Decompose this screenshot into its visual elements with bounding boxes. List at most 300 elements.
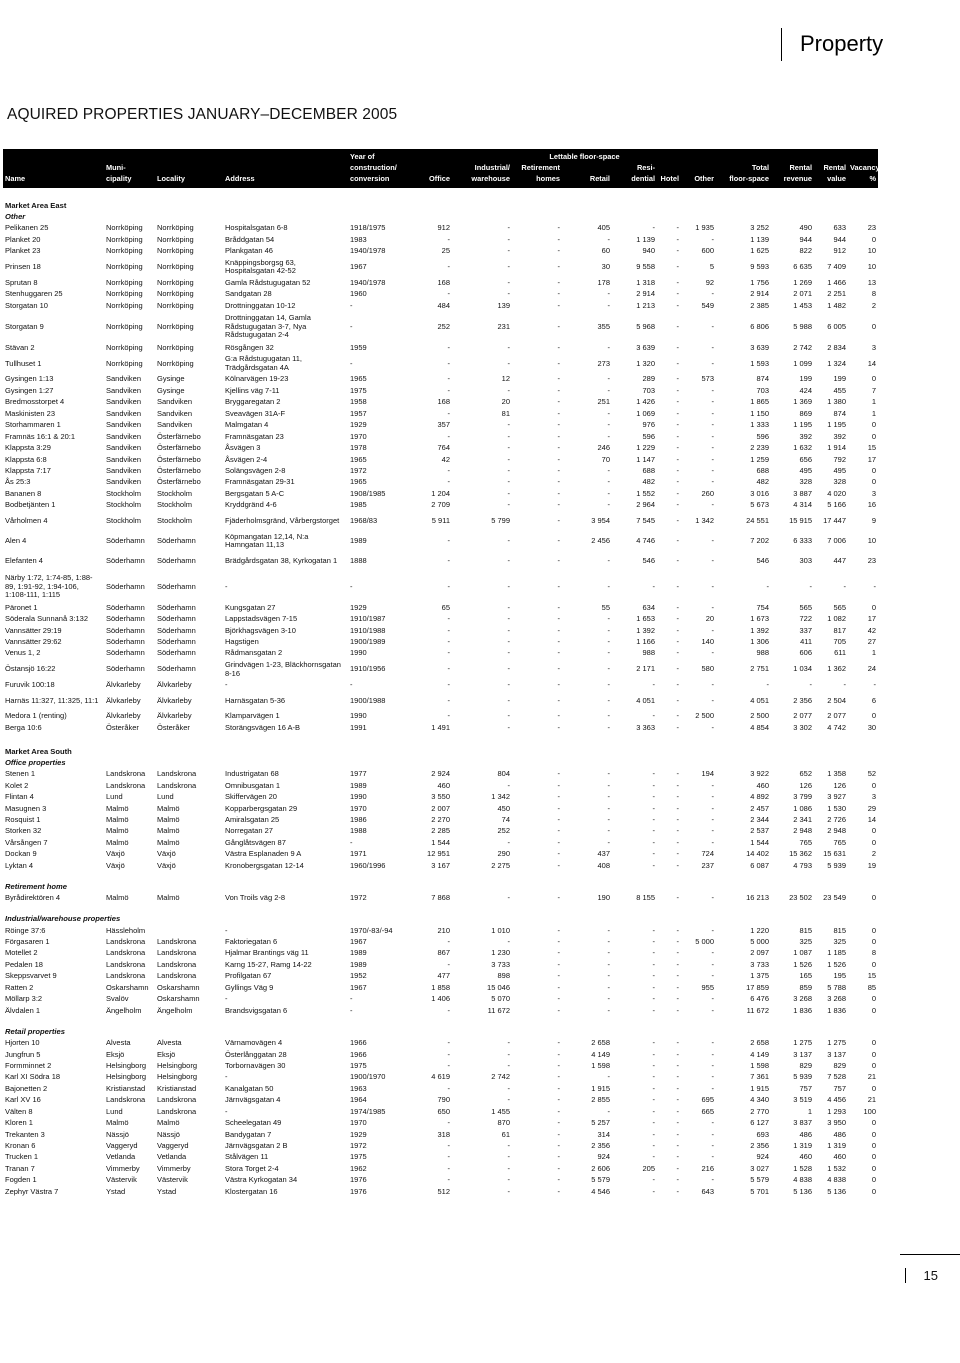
cell-vacancy: 1 (871, 408, 877, 418)
cell-municipality: Norrköping (106, 262, 143, 272)
table-row (3, 246, 878, 257)
cell-vacancy: 0 (871, 374, 877, 384)
cell-retail: - (607, 420, 610, 430)
table-row (3, 466, 878, 477)
cell-locality: Landskrona (157, 769, 197, 779)
cell-total: 703 (756, 385, 770, 395)
cell-name: Röinge 37:6 (5, 925, 46, 935)
cell-locality: Helsingborg (157, 1060, 198, 1070)
cell-name: Hjorten 10 (5, 1038, 40, 1048)
cell-other: 1 935 (695, 223, 715, 233)
cell-residential: 1 069 (636, 408, 656, 418)
cell-locality: Norrköping (157, 321, 194, 331)
cell-office: 65 (441, 602, 450, 612)
cell-retail: - (607, 477, 610, 487)
cell-vacancy: 17 (867, 614, 877, 624)
cell-rental-revenue: 6 635 (793, 262, 813, 272)
cell-name: Välten 8 (5, 1106, 33, 1116)
cell-rental-revenue: 869 (799, 408, 813, 418)
cell-rental-value: 2 251 (827, 289, 847, 299)
cell-year: 1908/1985 (350, 488, 386, 498)
cell-name: Tranan 7 (5, 1163, 35, 1173)
cell-office: - (447, 1049, 450, 1059)
cell-rental-revenue: 1 195 (793, 420, 813, 430)
cell-retail: - (607, 971, 610, 981)
cell-rental-revenue: 4 838 (793, 1175, 813, 1185)
cell-locality: Oskarshamn (157, 994, 200, 1004)
table-row (3, 1129, 878, 1140)
cell-rental-value: 633 (833, 223, 847, 233)
cell-locality: Landskrona (157, 1106, 197, 1116)
cell-office: - (447, 648, 450, 658)
cell-vacancy: 0 (871, 780, 877, 790)
cell-other: 549 (701, 300, 715, 310)
cell-municipality: Malmö (106, 814, 129, 824)
cell-locality: Sandviken (157, 397, 193, 407)
cell-retail: 1 915 (591, 1083, 610, 1093)
cell-rental-revenue: 2 356 (793, 695, 813, 705)
cell-other: - (711, 826, 715, 836)
cell-rental-value: 3 927 (827, 792, 847, 802)
cell-residential: - (652, 1083, 656, 1093)
cell-rental-value: 1 293 (827, 1106, 847, 1116)
cell-rental-revenue: 829 (799, 1060, 813, 1070)
cell-name: Vannsätter 29:62 (5, 637, 62, 647)
cell-total: 1 625 (750, 246, 770, 256)
cell-address: Västra Kyrkogatan 34 (225, 1175, 298, 1185)
cell-office: - (447, 637, 450, 647)
cell-address: Österlånggatan 28 (225, 1049, 287, 1059)
cell-address: Drottninggatan 14, Gamla Rådstugugatan 3-7, Nya Rådstugugatan 2-4 (225, 313, 311, 340)
cell-rental-value: 3 950 (827, 1118, 847, 1128)
cell-residential: - (652, 1095, 656, 1105)
cell-address: Lappstadsvägen 7-15 (225, 614, 298, 624)
cell-industrial: - (507, 477, 510, 487)
cell-year: 1972 (350, 1141, 367, 1151)
cell-address: Torbornavägen 30 (225, 1060, 286, 1070)
cell-industrial: - (507, 343, 510, 353)
cell-office: 2 285 (431, 826, 450, 836)
cell-hotel: - (676, 454, 680, 464)
cell-year: 1900/1970 (350, 1072, 386, 1082)
cell-other: 237 (701, 860, 715, 870)
cell-other: - (711, 679, 715, 689)
cell-name: Stenen 1 (5, 769, 36, 779)
cell-industrial: - (507, 500, 510, 510)
table-row (3, 312, 878, 343)
cell-office: - (447, 581, 450, 591)
cell-municipality: Österåker (106, 722, 139, 732)
cell-industrial: - (507, 1186, 510, 1196)
cell-vacancy: 3 (871, 488, 877, 498)
cell-residential: 1 320 (636, 358, 656, 368)
cell-municipality: Lund (106, 1106, 123, 1116)
cell-industrial: - (507, 277, 510, 287)
cell-name: Berga 10:6 (5, 722, 42, 732)
section-heading-row (3, 198, 878, 212)
cell-residential: 1 166 (636, 637, 656, 647)
cell-retail: - (607, 289, 610, 299)
cell-other: - (711, 443, 715, 453)
cell-total: 1 306 (750, 637, 770, 647)
cell-other: 600 (701, 246, 715, 256)
cell-retirement: - (557, 321, 560, 331)
cell-other: - (711, 780, 715, 790)
cell-residential: - (652, 711, 656, 721)
cell-name: Harnäs 11:327, 11:325, 11:1 (5, 695, 99, 705)
group-heading-row (3, 882, 878, 893)
cell-total: 6 806 (750, 321, 770, 331)
group-heading-row (3, 212, 878, 223)
cell-rental-revenue: 822 (799, 246, 813, 256)
cell-rental-value: 199 (833, 374, 847, 384)
cell-name: Stenhuggaren 25 (5, 289, 63, 299)
cell-name: Furuvik 100:18 (5, 679, 55, 689)
spacer-row (3, 872, 878, 882)
cell-address: Rösgången 32 (225, 343, 274, 353)
table-row (3, 397, 878, 408)
cell-name: Kloren 1 (5, 1118, 33, 1128)
cell-industrial: - (507, 837, 510, 847)
cell-rental-revenue: 2 742 (793, 343, 813, 353)
cell-total: 1 593 (750, 358, 770, 368)
cell-year: 1963 (350, 1083, 367, 1093)
table-row (3, 849, 878, 860)
cell-retirement: - (557, 814, 560, 824)
cell-hotel: - (676, 374, 680, 384)
cell-residential: - (652, 937, 656, 947)
cell-address: Hospitalsgatan 6-8 (225, 223, 288, 233)
table-row (3, 1083, 878, 1094)
cell-name: Pedalen 18 (5, 959, 43, 969)
cell-other: - (711, 1152, 715, 1162)
cell-locality: Älvkarleby (157, 711, 192, 721)
cell-locality: Norrköping (157, 223, 194, 233)
cell-rental-value: 126 (833, 780, 847, 790)
cell-year: 1952 (350, 971, 367, 981)
cell-residential: - (652, 948, 656, 958)
table-row (3, 454, 878, 465)
cell-residential: - (652, 994, 656, 1004)
table-body (3, 188, 878, 1198)
cell-rental-value: 2 834 (827, 343, 847, 353)
cell-vacancy: 21 (867, 1095, 877, 1105)
cell-industrial: - (507, 1141, 510, 1151)
cell-retirement: - (557, 300, 560, 310)
cell-total: 1 865 (750, 397, 770, 407)
cell-residential: 205 (642, 1163, 656, 1173)
cell-total: 7 202 (750, 536, 770, 546)
cell-other: 955 (701, 982, 715, 992)
cell-other: - (711, 1072, 715, 1082)
cell-year: 1988 (350, 826, 367, 836)
cell-industrial: 870 (497, 1118, 510, 1128)
cell-industrial: 15 046 (487, 982, 510, 992)
col-rental-revenue-label: Rental (771, 162, 814, 173)
cell-total: 3 252 (750, 223, 770, 233)
cell-rental-revenue: 1 034 (793, 664, 813, 674)
cell-other: - (711, 948, 715, 958)
cell-other: 140 (701, 637, 715, 647)
cell-vacancy: 0 (871, 994, 877, 1004)
cell-vacancy: 0 (871, 711, 877, 721)
cell-hotel: - (676, 614, 680, 624)
cell-office: - (447, 343, 450, 353)
cell-rental-value: 5 788 (827, 982, 847, 992)
table-row (3, 408, 878, 419)
cell-industrial: - (507, 614, 510, 624)
cell-address: Hagstigen (225, 637, 259, 647)
cell-residential: 3 363 (636, 722, 656, 732)
cell-rental-value: 1 836 (827, 1005, 847, 1015)
cell-rental-revenue: 722 (799, 614, 813, 624)
col-rental-value: value (814, 173, 848, 188)
cell-address: Järnvägsgatan 2 B (225, 1141, 288, 1151)
cell-name: Storgatan 10 (5, 300, 48, 310)
cell-retirement: - (557, 581, 560, 591)
cell-rental-revenue: 3 302 (793, 722, 813, 732)
cell-other: 5 (709, 262, 715, 272)
cell-locality: Växjö (157, 849, 176, 859)
cell-industrial: - (507, 289, 510, 299)
cell-name: Dockan 9 (5, 849, 37, 859)
table-row (3, 826, 878, 837)
cell-year: 1965 (350, 374, 367, 384)
cell-office: - (447, 477, 450, 487)
cell-name: Östansjö 16:22 (5, 664, 56, 674)
cell-locality: Norrköping (157, 262, 194, 272)
cell-industrial: 1 230 (491, 948, 510, 958)
table-row (3, 792, 878, 803)
cell-address: Klostergatan 16 (225, 1186, 278, 1196)
cell-hotel: - (676, 234, 680, 244)
cell-retirement: - (557, 289, 560, 299)
cell-municipality: Vaggeryd (106, 1141, 138, 1151)
cell-retail: - (607, 625, 610, 635)
cell-name: Lyktan 4 (5, 860, 34, 870)
cell-retirement: - (557, 1152, 560, 1162)
cell-name: Storgatan 9 (5, 321, 44, 331)
cell-hotel: - (676, 321, 680, 331)
cell-retail: - (607, 948, 610, 958)
cell-rental-value: 328 (833, 477, 847, 487)
cell-address: Norregatan 27 (225, 826, 273, 836)
cell-hotel: - (676, 982, 680, 992)
cell-hotel: - (676, 477, 680, 487)
table-row (3, 223, 878, 234)
cell-office: 357 (437, 420, 450, 430)
cell-total: 2 914 (750, 289, 770, 299)
cell-retirement: - (557, 648, 560, 658)
cell-rental-value: 2 948 (827, 826, 847, 836)
cell-address: Västra Esplanaden 9 A (225, 849, 302, 859)
cell-vacancy: 0 (871, 431, 877, 441)
cell-address: Harnäsgatan 5-36 (225, 695, 286, 705)
cell-retail: 1 598 (591, 1060, 610, 1070)
col-other: Other (681, 173, 716, 188)
cell-address: - (225, 1106, 228, 1116)
table-row (3, 1061, 878, 1072)
cell-retirement: - (557, 679, 560, 689)
cell-municipality: Nässjö (106, 1129, 129, 1139)
cell-industrial: 1 455 (491, 1106, 510, 1116)
cell-other: - (711, 925, 715, 935)
cell-address: G:a Rådstugugatan 11, Trädgårdsgatan 4A (225, 354, 302, 373)
cell-vacancy: 0 (871, 1083, 877, 1093)
cell-locality: Malmö (157, 814, 180, 824)
cell-hotel: - (676, 500, 680, 510)
cell-year: 1967 (350, 937, 367, 947)
table-row (3, 860, 878, 871)
cell-industrial: - (507, 1038, 510, 1048)
cell-name: Skeppsvarvet 9 (5, 971, 57, 981)
cell-office: 3 167 (431, 860, 450, 870)
cell-retail: - (607, 234, 610, 244)
cell-total: 1 220 (750, 925, 770, 935)
cell-hotel: - (676, 443, 680, 453)
cell-total: 1 139 (750, 234, 770, 244)
cell-rental-value: 23 549 (823, 893, 847, 903)
cell-other: 260 (701, 488, 715, 498)
cell-name: Trucken 1 (5, 1152, 39, 1162)
cell-retail: 30 (601, 262, 610, 272)
table-row (3, 571, 878, 602)
cell-locality: Söderhamn (157, 614, 196, 624)
cell-residential: 4 051 (636, 695, 656, 705)
cell-year: 1972 (350, 465, 367, 475)
table-row (3, 1164, 878, 1175)
cell-name: Förgasaren 1 (5, 937, 50, 947)
cell-rental-revenue: 486 (799, 1129, 813, 1139)
cell-rental-revenue: 1 453 (793, 300, 813, 310)
cell-year: 1970 (350, 431, 367, 441)
cell-total: 1 375 (750, 971, 770, 981)
cell-name: Ratten 2 (5, 982, 34, 992)
cell-year: 1968/83 (350, 516, 378, 526)
table-row (3, 488, 878, 499)
cell-municipality: Norrköping (106, 223, 143, 233)
cell-name: Kronan 6 (5, 1141, 36, 1151)
cell-residential: 7 545 (636, 516, 656, 526)
cell-vacancy: 0 (871, 1060, 877, 1070)
cell-industrial: - (507, 223, 510, 233)
cell-office: 912 (437, 223, 450, 233)
cell-rental-revenue: 1 275 (793, 1038, 813, 1048)
cell-address: Åsvägen 2-4 (225, 454, 268, 464)
cell-vacancy: 2 (871, 849, 877, 859)
cell-municipality: Malmö (106, 1118, 129, 1128)
table-row (3, 431, 878, 442)
cell-rental-revenue: 199 (799, 374, 813, 384)
cell-year: 1940/1978 (350, 277, 386, 287)
cell-hotel: - (676, 722, 680, 732)
cell-municipality: Landskrona (106, 959, 146, 969)
cell-locality: Malmö (157, 837, 180, 847)
table-row (3, 1152, 878, 1163)
cell-year: 1976 (350, 1186, 367, 1196)
table-row (3, 277, 878, 288)
cell-industrial: 5 070 (491, 994, 510, 1004)
cell-rental-revenue: 757 (799, 1083, 813, 1093)
cell-locality: Norrköping (157, 246, 194, 256)
cell-residential: 3 639 (636, 343, 656, 353)
cell-municipality: Stockholm (106, 516, 142, 526)
cell-rental-value: 6 005 (827, 321, 847, 331)
cell-vacancy: 29 (867, 803, 877, 813)
cell-rental-value: 195 (833, 971, 847, 981)
cell-industrial: 61 (501, 1129, 510, 1139)
cell-name: Karl XV 16 (5, 1095, 41, 1105)
cell-office: - (447, 1141, 450, 1151)
cell-municipality: Hässleholm (106, 925, 146, 935)
table-row (3, 289, 878, 300)
cell-retirement: - (557, 711, 560, 721)
cell-year: 1989 (350, 948, 367, 958)
table-row (3, 994, 878, 1005)
cell-office: 1 858 (431, 982, 450, 992)
cell-municipality: Sandviken (106, 397, 142, 407)
cell-hotel: - (676, 536, 680, 546)
cell-other: 665 (701, 1106, 715, 1116)
cell-total: 5 701 (750, 1186, 770, 1196)
cell-vacancy: 16 (867, 500, 877, 510)
cell-office: - (447, 536, 450, 546)
table-row (3, 1175, 878, 1186)
cell-name: Bananen 8 (5, 488, 42, 498)
cell-rental-value: 4 456 (827, 1095, 847, 1105)
cell-rental-value: 2 077 (827, 711, 847, 721)
cell-municipality: Sandviken (106, 454, 142, 464)
cell-office: - (447, 1083, 450, 1093)
cell-name: Zephyr Västra 7 (5, 1186, 59, 1196)
cell-office: 25 (441, 246, 450, 256)
cell-office: 3 550 (431, 792, 450, 802)
group-heading: Office properties (5, 758, 66, 768)
cell-municipality: Älvkarleby (106, 711, 141, 721)
cell-hotel: - (676, 625, 680, 635)
cell-locality: Älvkarleby (157, 695, 192, 705)
cell-total: - (766, 679, 770, 689)
cell-vacancy: 30 (867, 722, 877, 732)
cell-residential: - (652, 581, 656, 591)
cell-locality: Österfärnebo (157, 477, 201, 487)
cell-locality: Norrköping (157, 289, 194, 299)
cell-total: 693 (756, 1129, 770, 1139)
cell-other: 643 (701, 1186, 715, 1196)
cell-name: Vårsången 7 (5, 837, 48, 847)
col-residential: dential (612, 173, 657, 188)
cell-hotel: - (676, 1106, 680, 1116)
table-row (3, 477, 878, 488)
cell-municipality: Stockholm (106, 488, 142, 498)
cell-retail: - (607, 679, 610, 689)
col-vacancy: % (848, 173, 878, 188)
cell-residential: - (652, 803, 656, 813)
cell-year: 1990 (350, 792, 367, 802)
cell-retirement: - (557, 780, 560, 790)
cell-other: - (711, 556, 715, 566)
cell-address: Grindvägen 1-23, Bläckhornsgatan 8-16 (225, 659, 341, 678)
cell-industrial: - (507, 602, 510, 612)
cell-retirement: - (557, 602, 560, 612)
cell-year: 1900/1988 (350, 695, 386, 705)
cell-rental-revenue: 1 269 (793, 277, 813, 287)
cell-vacancy: 0 (871, 1005, 877, 1015)
cell-other: 194 (701, 769, 715, 779)
cell-address: Hjalmar Brantings väg 11 (225, 948, 309, 958)
cell-total: 1 333 (750, 420, 770, 430)
cell-address: Sandgatan 28 (225, 289, 272, 299)
